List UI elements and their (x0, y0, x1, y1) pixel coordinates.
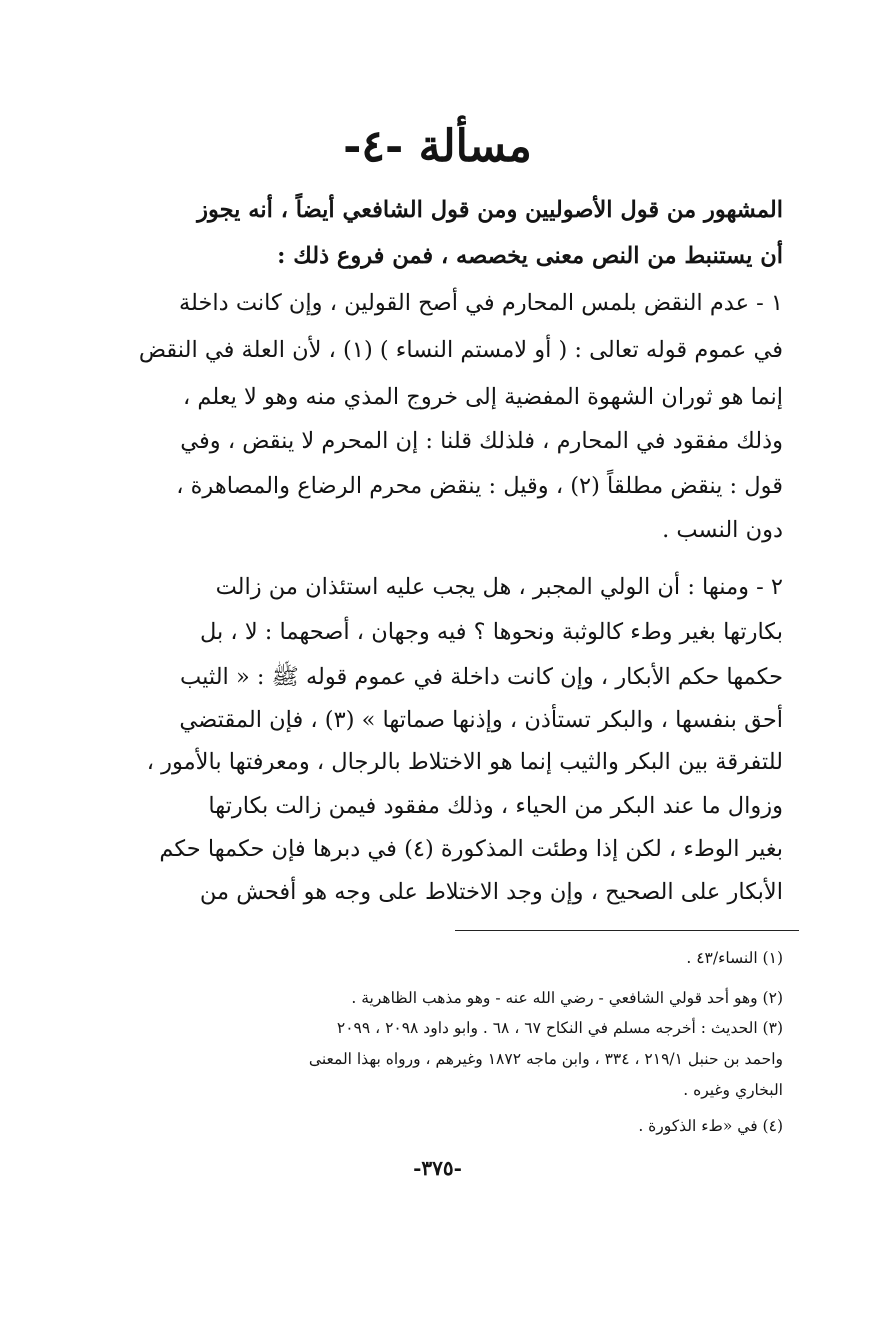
body-line: ٢ - ومنها : أن الولي المجبر ، هل يجب عليه استئذان من زالت (215, 574, 783, 600)
body-line: في عموم قوله تعالى : ( أو لامستم النساء ) (١) ، لأن العلة في النقض (138, 337, 783, 363)
footnote: واحمد بن حنبل ٢١٩/١ ، ٣٣٤ ، وابن ماجه ١٨٧٢ وغيرهم ، ورواه بهذا المعنى (308, 1050, 783, 1068)
body-line: أحق بنفسها ، والبكر تستأذن ، وإذنها صماتها » (٣) ، فإن المقتضي (179, 707, 783, 733)
body-line: الأبكار على الصحيح ، وإن وجد الاختلاط على وجه هو أفحش من (199, 879, 783, 905)
body-line: المشهور من قول الأصوليين ومن قول الشافعي أيضاً ، أنه يجوز (197, 197, 783, 223)
body-line: قول : ينقض مطلقاً (٢) ، وقيل : ينقض محرم الرضاع والمصاهرة ، (176, 473, 783, 499)
body-line: إنما هو ثوران الشهوة المفضية إلى خروج المذي منه وهو لا يعلم ، (182, 384, 783, 410)
footnote: (٤) في «طء الذكورة . (638, 1117, 783, 1135)
body-line: وذلك مفقود في المحارم ، فلذلك قلنا : إن المحرم لا ينقض ، وفي (180, 428, 783, 454)
body-line: أن يستنبط من النص معنى يخصصه ، فمن فروع ذلك : (277, 243, 783, 269)
body-line: ١ - عدم النقض بلمس المحارم في أصح القولين ، وإن كانت داخلة (178, 290, 783, 316)
body-line: حكمها حكم الأبكار ، وإن كانت داخلة في عموم قوله ﷺ : « الثيب (180, 664, 783, 690)
body-line: وزوال ما عند البكر من الحياء ، وذلك مفقود فيمن زالت بكارتها (208, 793, 783, 819)
footnote: (١) النساء/٤٣ . (686, 949, 783, 967)
footnote: (٢) وهو أحد قولي الشافعي - رضي الله عنه - وهو مذهب الظاهرية . (351, 989, 783, 1007)
section-heading: مسألة -٤- (343, 121, 532, 172)
page-number: -٣٧٥- (413, 1156, 462, 1180)
footnote: (٣) الحديث : أخرجه مسلم في النكاح ٦٧ ، ٦٨ . وابو داود ٢٠٩٨ ، ٢٠٩٩ (336, 1019, 783, 1037)
footnote: البخاري وغيره . (683, 1081, 783, 1099)
footnote-separator (455, 930, 799, 931)
body-line: بكارتها بغير وطء كالوثبة ونحوها ؟ فيه وجهان ، أصحهما : لا ، بل (199, 619, 783, 645)
body-line: دون النسب . (662, 517, 783, 543)
body-line: بغير الوطء ، لكن إذا وطئت المذكورة (٤) في دبرها فإن حكمها حكم (159, 836, 783, 862)
body-line: للتفرقة بين البكر والثيب إنما هو الاختلاط بالرجال ، ومعرفتها بالأمور ، (146, 749, 783, 775)
